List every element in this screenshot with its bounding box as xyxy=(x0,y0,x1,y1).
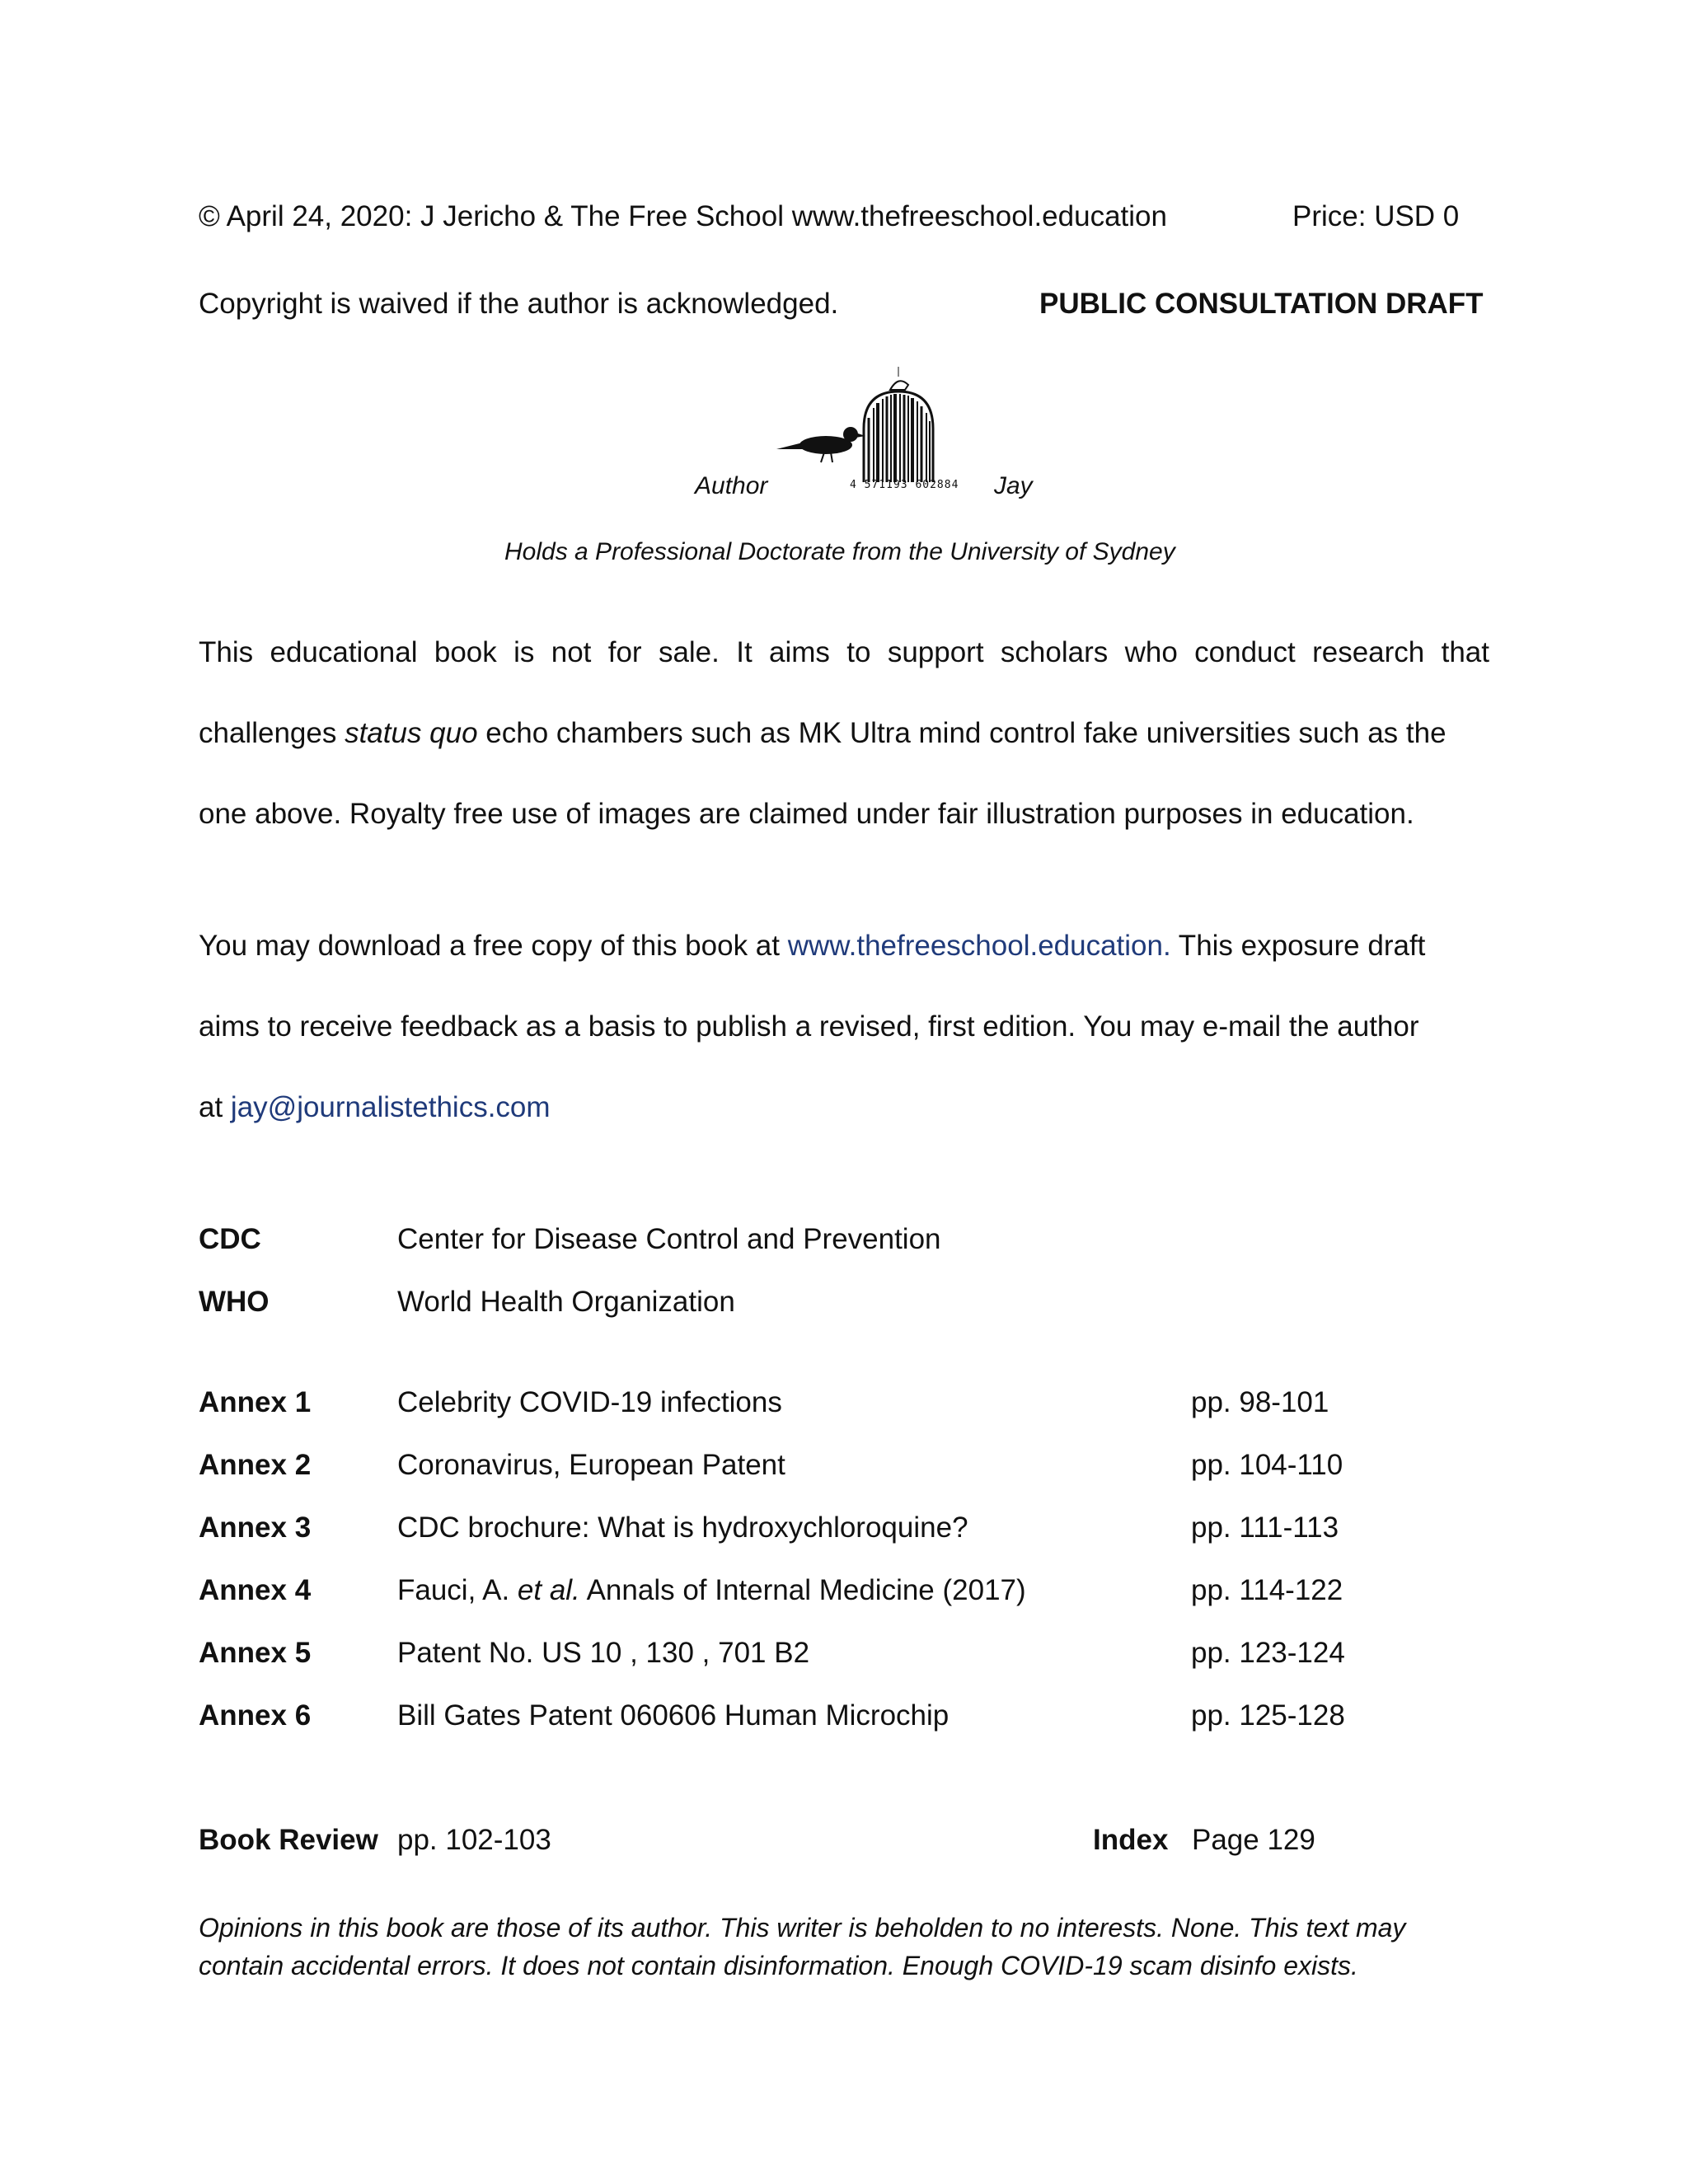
annex-pages: pp. 125-128 xyxy=(1191,1699,1345,1732)
abbreviation: WHO xyxy=(199,1286,270,1318)
abbreviation-full: World Health Organization xyxy=(397,1286,735,1318)
annex-row xyxy=(199,1696,1517,1736)
annex-label: Annex 6 xyxy=(199,1699,312,1732)
download-line-1-end: This exposure draft xyxy=(1170,930,1426,962)
annex-row xyxy=(199,1383,1517,1422)
annex-pages: pp. 114-122 xyxy=(1191,1574,1343,1606)
book-review-label: Book Review xyxy=(199,1824,378,1856)
annex-label: Annex 1 xyxy=(199,1386,312,1418)
annex-label: Annex 2 xyxy=(199,1449,312,1481)
annex-row xyxy=(199,1633,1517,1673)
annex-row xyxy=(199,1446,1517,1485)
abbreviation-row xyxy=(199,1220,1517,1259)
annex-pages: pp. 111-113 xyxy=(1191,1511,1339,1544)
annex-pages: pp. 98-101 xyxy=(1191,1386,1329,1418)
email-link[interactable]: jay@journalistethics.com xyxy=(230,1091,551,1123)
intro-line-3: one above. Royalty free use of images are claimed under fair illustration purposes in education. xyxy=(199,798,1414,830)
annex-row xyxy=(199,1508,1517,1548)
price-label: Price: USD 0 xyxy=(1292,200,1460,232)
annex-row xyxy=(199,1571,1517,1610)
disclaimer-line-1: Opinions in this book are those of its author. This writer is beholden to no interests. None. This text may xyxy=(199,1913,1406,1943)
abbreviation-row xyxy=(199,1282,1517,1322)
annex-title: Bill Gates Patent 060606 Human Microchip xyxy=(397,1699,950,1732)
download-line-1-start: You may download a free copy of this book at xyxy=(199,930,788,962)
index-pages: Page 129 xyxy=(1192,1824,1315,1856)
author-label: Author xyxy=(695,472,768,499)
copyright-waiver: Copyright is waived if the author is acknowledged. xyxy=(199,288,839,320)
intro-line-2 xyxy=(199,709,1447,758)
crow-icon xyxy=(776,427,865,462)
draft-label: PUBLIC CONSULTATION DRAFT xyxy=(1039,288,1484,320)
annex-title-italic: et al. xyxy=(517,1574,580,1606)
disclaimer-line-2: contain accidental errors. It does not contain disinformation. Enough COVID-19 scam disinfo exists. xyxy=(199,1951,1358,1980)
author-credential: Holds a Professional Doctorate from the University of Sydney xyxy=(504,538,1175,565)
annex-title-end: Annals of Internal Medicine (2017) xyxy=(579,1574,1026,1606)
download-line-3 xyxy=(199,1083,551,1132)
annex-pages: pp. 104-110 xyxy=(1191,1449,1343,1481)
disclaimer xyxy=(199,1909,1517,1985)
book-review-pages: pp. 102-103 xyxy=(397,1824,551,1856)
annex-title: Coronavirus, European Patent xyxy=(397,1449,785,1481)
copyright-line: © April 24, 2020: J Jericho & The Free School www.thefreeschool.education xyxy=(199,200,1167,232)
author-name: Jay xyxy=(994,472,1033,499)
annex-label: Annex 3 xyxy=(199,1511,312,1544)
annex-title xyxy=(397,1571,1026,1610)
website-link[interactable]: www.thefreeschool.education. xyxy=(787,930,1171,962)
annex-pages: pp. 123-124 xyxy=(1191,1637,1345,1669)
intro-line-2-start: challenges xyxy=(199,717,345,749)
abbreviation-full: Center for Disease Control and Prevention xyxy=(397,1223,941,1255)
annex-title: Patent No. US 10 , 130 , 701 B2 xyxy=(397,1637,810,1669)
intro-line-1: This educational book is not for sale. It aims to support scholars who conduct research that xyxy=(199,636,1489,668)
annex-title: Celebrity COVID-19 infections xyxy=(397,1386,782,1418)
download-line-1 xyxy=(199,921,1425,971)
download-line-2: aims to receive feedback as a basis to publish a revised, first edition. You may e-mail the author xyxy=(199,1010,1419,1043)
annex-title-start: Fauci, A. xyxy=(397,1574,518,1606)
barcode-cage-icon xyxy=(862,367,935,495)
download-line-3-start: at xyxy=(199,1091,231,1123)
annex-label: Annex 5 xyxy=(199,1637,312,1669)
intro-italic-phrase: status quo xyxy=(345,717,478,749)
intro-line-2-end: echo chambers such as MK Ultra mind control fake universities such as the xyxy=(477,717,1447,749)
annex-label: Annex 4 xyxy=(199,1574,312,1606)
index-label: Index xyxy=(1093,1824,1169,1856)
annex-title: CDC brochure: What is hydroxychloroquine? xyxy=(397,1511,968,1544)
barcode-number: 4 571193 602884 xyxy=(850,479,959,491)
abbreviation: CDC xyxy=(199,1223,261,1255)
